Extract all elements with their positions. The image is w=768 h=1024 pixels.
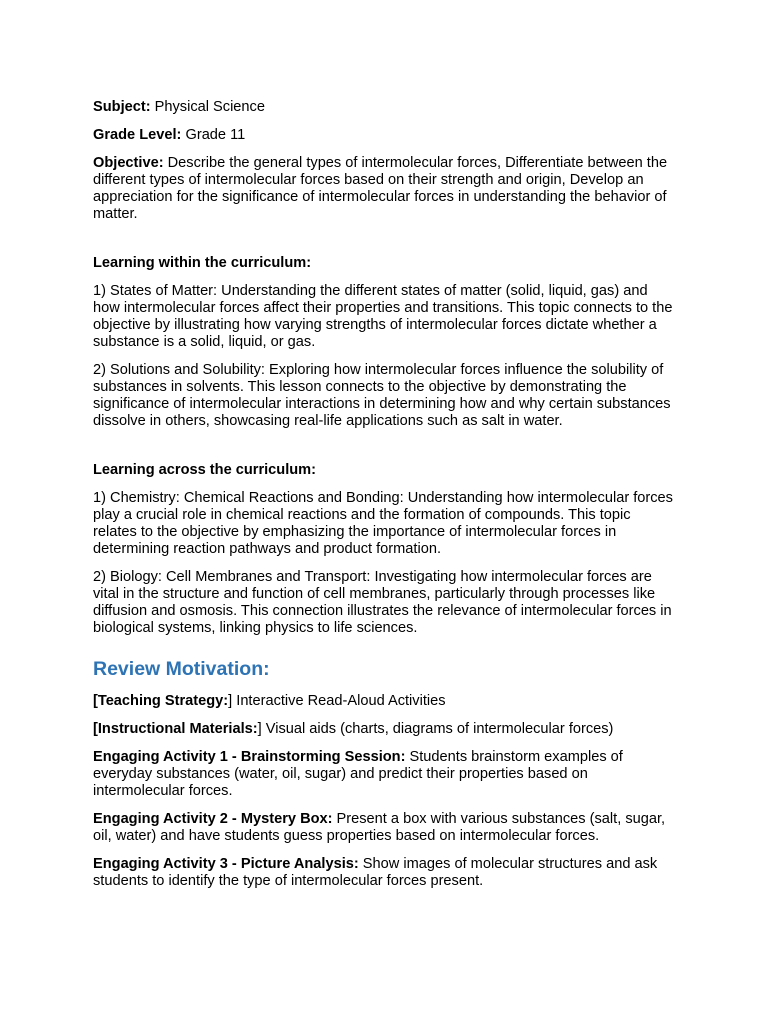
- across-item-1: 1) Chemistry: Chemical Reactions and Bonding: Understanding how intermolecular forces play a crucial role in chemical reactions and the formation of compounds. This topic relates to the objective by emphasizing the importance of intermolecular forces in determining reaction pathways and product formation.: [93, 490, 673, 557]
- instructional-materials-label: [Instructional Materials:: [93, 721, 258, 737]
- spacer: [93, 234, 676, 255]
- activity-1: [93, 749, 676, 800]
- instructional-materials-line: [93, 721, 676, 738]
- teaching-strategy-line: [93, 693, 676, 710]
- grade-level-value: Grade 11: [185, 127, 246, 143]
- activity-3: [93, 856, 676, 890]
- activity-3-label: Engaging Activity 3 - Picture Analysis:: [93, 856, 359, 872]
- subject-line: [93, 99, 676, 116]
- objective-paragraph: [93, 155, 676, 223]
- within-item-1: 1) States of Matter: Understanding the different states of matter (solid, liquid, gas) and how intermolecular forces affect their properties and transitions. This topic connects to the objective by illustrating how varying strengths of intermolecular forces dictate whether a substance is a solid, liquid, or gas.: [93, 283, 673, 350]
- grade-level-label: Grade Level:: [93, 127, 182, 143]
- activity-2: [93, 811, 676, 845]
- objective-text: Describe the general types of intermolecular forces, Differentiate between the different types of intermolecular forces based on their strength and origin, Develop an appreciation for the significance of intermolecular forces in understanding the behavior of matter.: [93, 155, 668, 222]
- activity-1-text: Students brainstorm examples of everyday substances (water, oil, sugar) and predict their properties based on intermolecular forces.: [93, 749, 623, 799]
- within-item-2: 2) Solutions and Solubility: Exploring how intermolecular forces influence the solubility of substances in solvents. This lesson connects to the objective by demonstrating the significance of intermolecular interactions in determining how and why certain substances dissolve in others, showcasing real-life applications such as salt in water.: [93, 362, 671, 429]
- review-motivation-heading: Review Motivation:: [93, 658, 270, 680]
- across-item-2: 2) Biology: Cell Membranes and Transport: Investigating how intermolecular forces are vital in the structure and function of cell membranes, particularly through processes like diffusion and osmosis. This connection illustrates the relevance of intermolecular forces in biological systems, linking physics to life sciences.: [93, 569, 672, 636]
- activity-2-text: Present a box with various substances (salt, sugar, oil, water) and have students guess properties based on intermolecular forces.: [93, 811, 666, 844]
- activity-2-label: Engaging Activity 2 - Mystery Box:: [93, 811, 333, 827]
- within-curriculum-heading: Learning within the curriculum:: [93, 255, 312, 271]
- subject-label: Subject:: [93, 99, 151, 115]
- subject-value: Physical Science: [154, 99, 265, 115]
- activity-3-text: Show images of molecular structures and ask students to identify the type of intermolecular forces present.: [93, 856, 658, 889]
- teaching-strategy-label: [Teaching Strategy:: [93, 693, 229, 709]
- grade-level-line: [93, 127, 676, 144]
- spacer: [93, 441, 676, 462]
- teaching-strategy-value: ] Interactive Read-Aloud Activities: [228, 693, 446, 709]
- instructional-materials-value: ] Visual aids (charts, diagrams of intermolecular forces): [257, 721, 614, 737]
- activity-1-label: Engaging Activity 1 - Brainstorming Session:: [93, 749, 406, 765]
- objective-label: Objective:: [93, 155, 164, 171]
- across-curriculum-heading: Learning across the curriculum:: [93, 462, 317, 478]
